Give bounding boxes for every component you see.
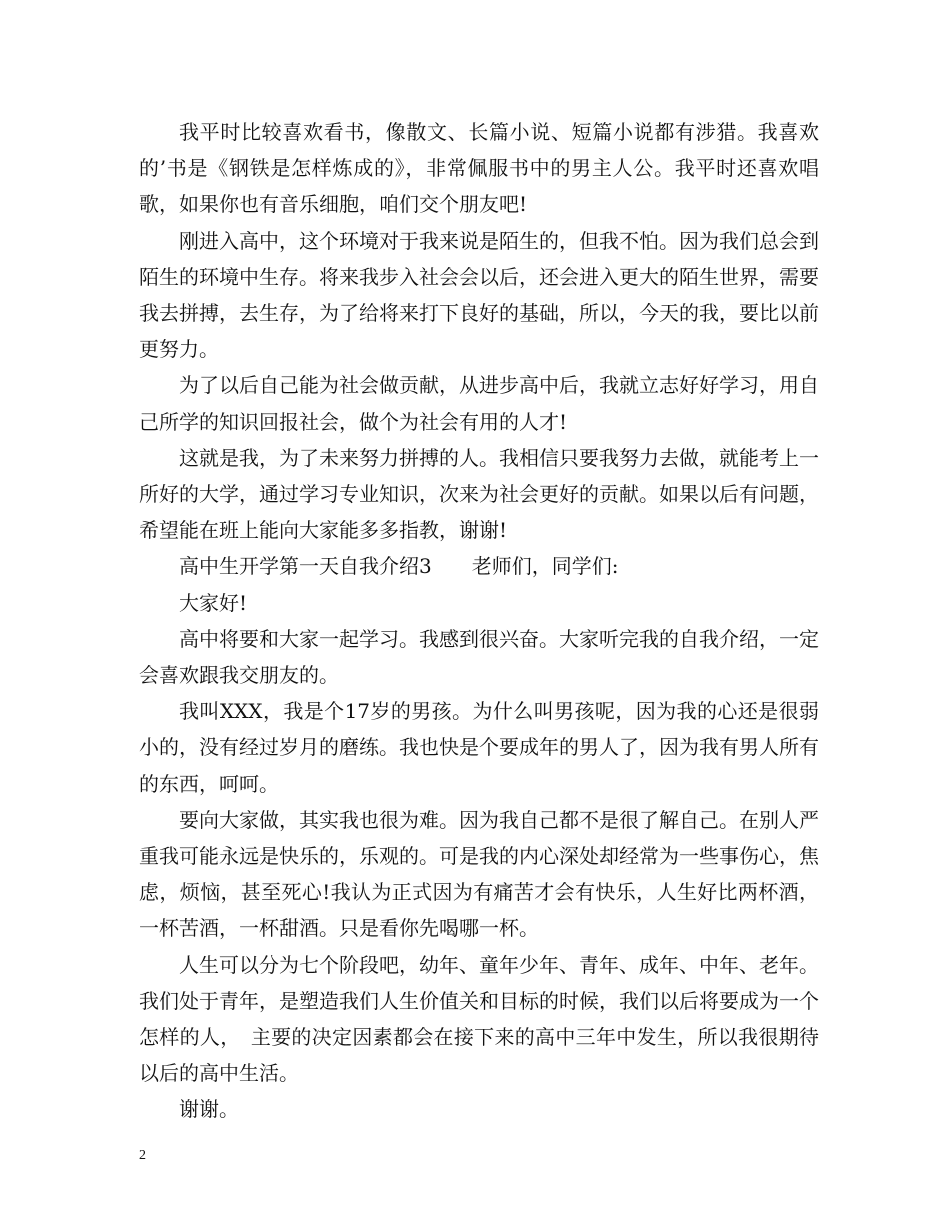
paragraph-hobbies: 我平时比较喜欢看书，像散文、长篇小说、短篇小说都有涉猎。我喜欢的’书是《钢铁是怎样炼成的》，非常佩服书中的男主人公。我平时还喜欢唱歌，如果你也有音乐细胞，咱们交个朋友吧!: [139, 120, 819, 217]
paragraph-excited: 高中将要和大家一起学习。我感到很兴奋。大家听完我的自我介绍，一定会喜欢跟我交朋友的。: [139, 626, 819, 688]
paragraph-greeting: 大家好!: [179, 590, 248, 615]
paragraph-thanks: 谢谢。: [179, 1097, 239, 1122]
paragraph-section-heading: 高中生开学第一天自我介绍3 老师们，同学们:: [179, 554, 619, 579]
paragraph-name-age: 我叫XXX，我是个17岁的男孩。为什么叫男孩呢，因为我的心还是很弱小的，没有经过岁月的磨练。我也快是个要成年的男人了，因为我有男人所有的东西，呵呵。: [139, 699, 819, 796]
paragraph-new-environment: 刚进入高中，这个环境对于我来说是陌生的，但我不怕。因为我们总会到陌生的环境中生存。将来我步入社会会以后，还会进入更大的陌生世界，需要我去拼搏，去生存，为了给将来打下良好的基础，所以，今天的我，要比以前更努力。: [139, 228, 819, 362]
document-body: [139, 114, 819, 1128]
paragraph-this-is-me: 这就是我，为了未来努力拼搏的人。我相信只要我努力去做，就能考上一所好的大学，通过学习专业知识，次来为社会更好的贡献。如果以后有问题，希望能在班上能向大家能多多指教，谢谢!: [139, 445, 819, 543]
paragraph-contribute-society: 为了以后自己能为社会做贡献，从进步高中后，我就立志好好学习，用自己所学的知识回报社会，做个为社会有用的人才!: [139, 373, 819, 434]
page-number: 2: [139, 1148, 146, 1163]
paragraph-life-stages: 人生可以分为七个阶段吧，幼年、童年少年、青年、成年、中年、老年。我们处于青年，是塑造我们人生价值关和目标的时候，我们以后将要成为一个怎样的人， 主要的决定因素都会在接下来的高中三年中发生，所以我很期待以后的高中生活。: [139, 952, 819, 1086]
paragraph-inner-feelings: 要向大家做，其实我也很为难。因为我自己都不是很了解自己。在别人严重我可能永远是快乐的，乐观的。可是我的内心深处却经常为一些事伤心，焦虑，烦恼，甚至死心!我认为正式因为有痛苦才会有快乐，人生好比两杯酒，一杯苦酒，一杯甜酒。只是看你先喝哪一杯。: [139, 807, 819, 941]
